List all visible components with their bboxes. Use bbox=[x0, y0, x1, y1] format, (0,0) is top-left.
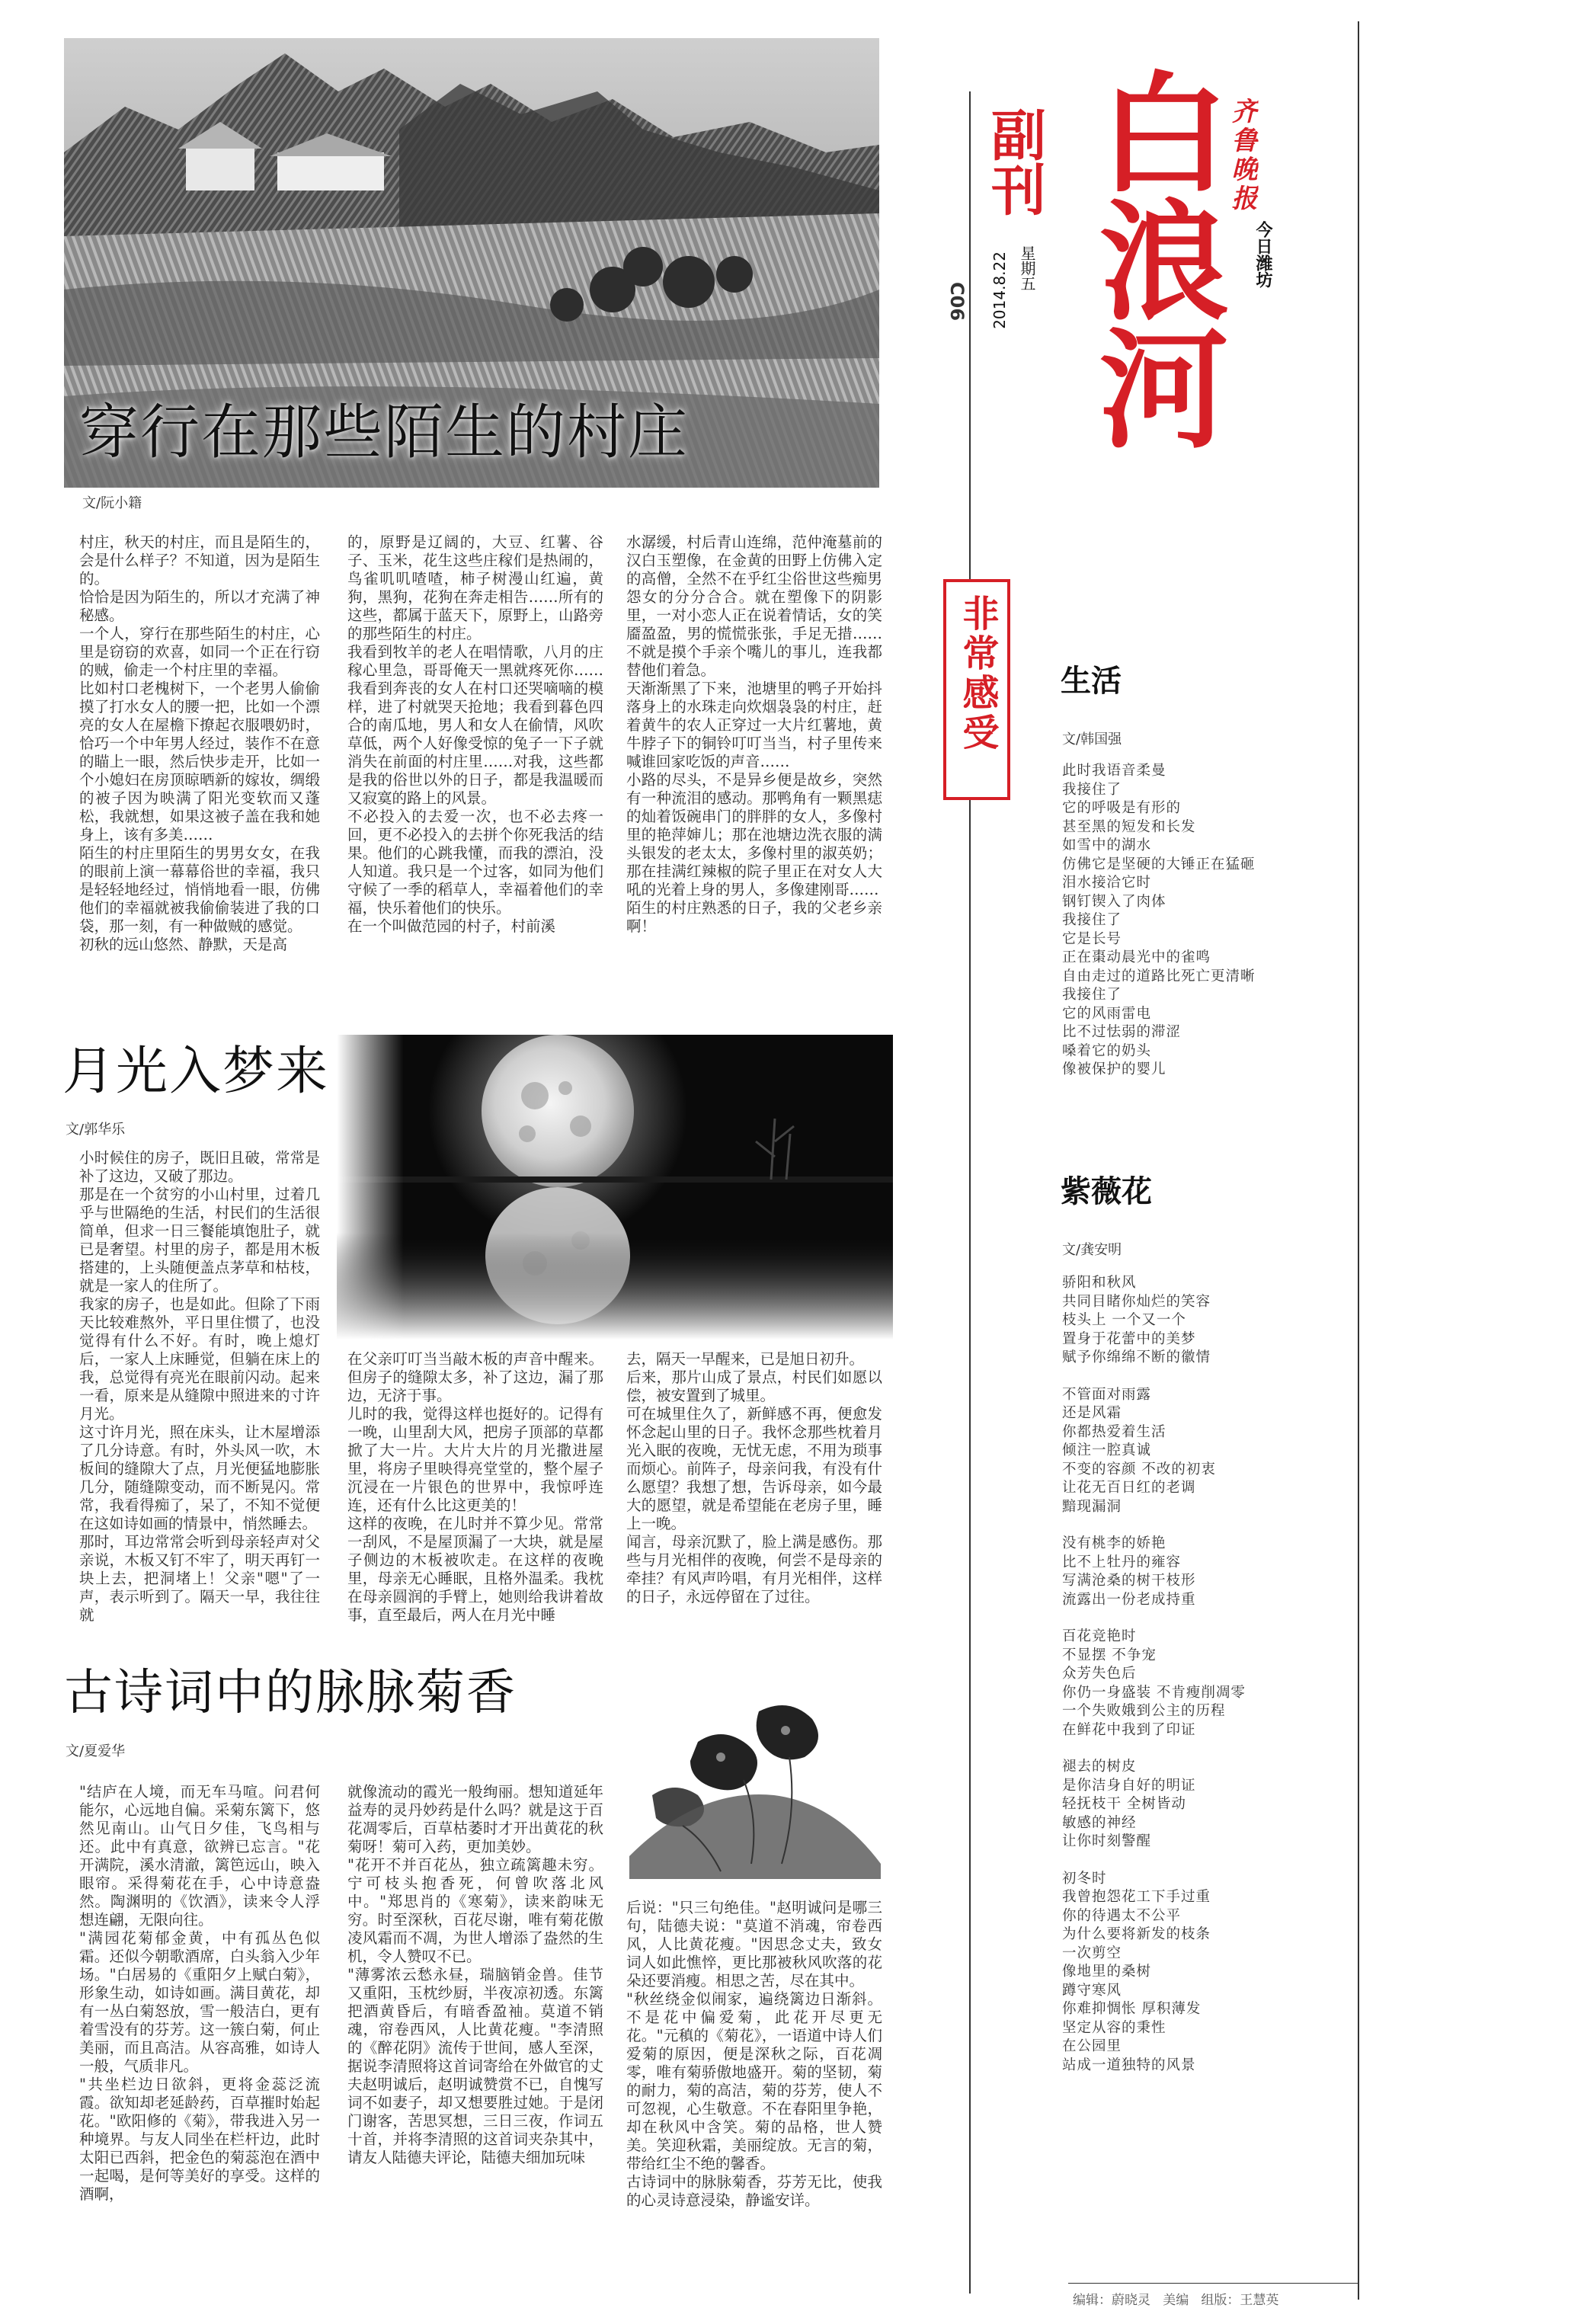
paper-name: 齐鲁晚报 bbox=[1227, 98, 1257, 213]
poem1-byline: 文/韩国强 bbox=[1062, 731, 1122, 747]
poem2-stanza-2: 不管面对雨露 还是风霜 你都热爱着生活 倾注一腔真诚 不变的容颜 不改的初衷 让花无百日红的老调 黯现漏洞 bbox=[1062, 1386, 1216, 1515]
poem1-title: 生活 bbox=[1061, 664, 1122, 699]
masthead-char-1: 白 bbox=[1077, 66, 1229, 194]
masthead-char-3: 河 bbox=[1077, 322, 1229, 450]
masthead-char-2: 浪 bbox=[1077, 194, 1229, 322]
poem2-stanza-5: 褪去的树皮 是你洁身自好的明证 轻抚枝干 全树皆动 敏感的神经 让你时刻警醒 bbox=[1062, 1759, 1196, 1849]
article2-column-1: 小时候住的房子，既旧且破，常常是补了这边，又破了那边。 那是在一个贫穷的小山村里，过着几乎与世隔绝的生活，村民们的生活很简单，但求一日三餐能填饱肚子，就已是奢望。村里的房子，都是用木板搭建的，上头随便盖点茅草和枯枝，就是一家人的住所了。 我家的房子，也是如此。但除了下雨天比较难熬外，平日里住惯了，也没觉得有什么不好。有时，晚上熄灯后，一家人上床睡觉，但躺在床上的我，总觉得有亮光在眼前闪动。起来一看，原来是从缝隙中照进来的寸许月光。 这寸许月光，照在床头，让木屋增添了几分诗意。有时，外头风一吹，木板间的缝隙大了点，月光便猛地膨胀几分，随缝隙变动，而不断晃闪。常常，我看得痴了，呆了，不知不觉便在这如诗如画的情景中，悄然睡去。 那时，耳边常常会听到母亲轻声对父亲说，木板又钉不牢了，明天再钉一块上去，把洞堵上！父亲"嗯"了一声，表示听到了。隔天一早，我往往就 bbox=[79, 1149, 320, 1624]
poem2-title: 紫薇花 bbox=[1061, 1174, 1152, 1209]
article2-byline: 文/郭华乐 bbox=[66, 1122, 126, 1138]
edition-label: 今日潍坊 bbox=[1253, 221, 1272, 288]
article2-image bbox=[337, 1035, 893, 1340]
article3-image bbox=[606, 1681, 896, 1879]
poem2-body bbox=[1062, 1274, 1344, 2075]
masthead-title bbox=[1077, 66, 1229, 450]
article3-byline: 文/夏爱华 bbox=[66, 1743, 126, 1759]
right-border-line bbox=[1358, 21, 1359, 2300]
sidebar-divider bbox=[969, 91, 971, 2294]
column-seal bbox=[943, 579, 1010, 800]
credits-line: 编辑：蔚晓灵 美编 组版：王慧英 bbox=[1073, 2293, 1279, 2308]
poem2-stanza-6: 初冬时 我曾抱怨花工下手过重 你的待遇太不公平 为什么要将新发的枝条 一次剪空 像地里的桑树 蹲守寒风 你难抑惆怅 厚积薄发 坚定从容的秉性 在公园里 站成一道独特的风景 bbox=[1062, 1870, 1211, 2073]
article1-title: 穿行在那些陌生的村庄 bbox=[79, 399, 690, 467]
article3-title: 古诗词中的脉脉菊香 bbox=[64, 1665, 517, 1721]
column-seal-text: 非常感受 bbox=[956, 594, 999, 753]
article2-column-2: 在父亲叮叮当当敲木板的声音中醒来。但房子的缝隙太多，补了这边，漏了那边，无济于事。 儿时的我，觉得这样也挺好的。记得有一晚，山里刮大风，把房子顶部的草都掀了大一片。大片大片的月光撒进屋里，将房子里映得亮堂堂的，整个屋子沉浸在一片银色的世界中，我惊呼连连，还有什么比这更美的！ 这样的夜晚，在儿时并不算少见。常常一刮风，不是屋顶漏了一大块，就是屋子侧边的木板被吹走。在这样的夜晚里，母亲无心睡眠，且格外温柔。我枕在母亲圆润的手臂上，她则给我讲着故事，直至最后，两人在月光中睡 bbox=[347, 1350, 603, 1624]
article3-column-2: 就像流动的霞光一般绚丽。想知道延年益寿的灵丹妙药是什么吗？就是这于百花凋零后，百草枯萎时才开出黄花的秋菊呀！菊可入药，更加美妙。 "花开不并百花丛，独立疏篱趣未穷。宁可枝头抱香死，何曾吹落北风中。"郑思肖的《寒菊》，读来韵味无穷。时至深秋，百花尽谢，唯有菊花傲凌风霜而不凋，为世人增添了盎然的生机，令人赞叹不已。 "薄雾浓云愁永昼，瑞脑销金兽。佳节又重阳，玉枕纱厨，半夜凉初透。东篱把酒黄昏后，有暗香盈袖。莫道不销魂，帘卷西风，人比黄花瘦。"李清照的《醉花阴》流传于世间，感人至深，据说李清照将这首词寄给在外做官的丈夫赵明诚后，赵明诚赞赏不已，自愧写词不如妻子，却又想要胜过她。于是闭门谢客，苦思冥想，三日三夜，作词五十首，并将李清照的这首词夹杂其中，请友人陆德夫评论，陆德夫细加玩味 bbox=[347, 1783, 603, 2166]
date-label: 2014.8.22 bbox=[990, 251, 1009, 329]
poem2-byline: 文/龚安明 bbox=[1062, 1242, 1122, 1258]
poem2-stanza-4: 百花竞艳时 不显摆 不争宠 众芳失色后 你仍一身盛装 不肯瘦削凋零 一个失败娥到公主的历程 在鲜花中我到了印证 bbox=[1062, 1628, 1246, 1738]
section-char-1: 副 bbox=[982, 107, 1047, 162]
article1-column-3: 水潺缓，村后青山连绵，范仲淹墓前的汉白玉塑像，在金黄的田野上仿佛入定的高僧，全然不在乎红尘俗世这些痴男怨女的分分合合。就在塑像下的阴影里，一对小恋人正在说着情话，女的笑靥盈盈，男的慌慌张张，手足无措……不就是摸个手亲个嘴儿的事儿，连我都替他们着急。 天渐渐黑了下来，池塘里的鸭子开始抖落身上的水珠走向炊烟袅袅的村庄，赶着黄牛的农人正穿过一大片红薯地，黄牛脖子下的铜铃叮叮当当，村子里传来喊谁回家吃饭的声音…… 小路的尽头，不是异乡便是故乡，突然有一种流泪的感动。那鸭角有一颗黑痣的灿着饭碗串门的胖胖的女人，多像村里的艳萍婶儿；那在池塘边洗衣服的满头银发的老太太，多像村里的淑英奶；那在挂满红辣椒的院子里正在对女人大吼的光着上身的男人，多像建刚哥…… 陌生的村庄熟悉的日子，我的父老乡亲啊！ bbox=[626, 533, 882, 935]
article1-byline: 文/阮小籍 bbox=[82, 495, 142, 511]
weekday-label: 星期五 bbox=[1018, 245, 1036, 291]
poem2-stanza-3: 没有桃李的娇艳 比不上牡丹的雍容 写满沧桑的树干枝形 流露出一份老成持重 bbox=[1062, 1535, 1196, 1608]
article3-column-3: 后说："只三句绝佳。"赵明诚问是哪三句，陆德夫说："莫道不消魂，帘卷西风，人比黄花瘦。"因思念丈夫，致女词人如此憔悴，更比那被秋风吹落的花朵还要消瘦。相思之苦，尽在其中。 "秋丝绕金似闹家，遍绕篱边日渐斜。不是花中偏爱菊，此花开尽更无花。"元稹的《菊花》，一语道中诗人们爱菊的原因，便是深秋之际，百花凋零，唯有菊骄傲地盛开。菊的坚韧，菊的耐力，菊的高洁，菊的芬芳，使人不可忽视，心生敬意。不在春阳里争艳，却在秋风中含笑。菊的品格，世人赞美。笑迎秋霜，美丽绽放。无言的菊，带给红尘不绝的馨香。 古诗词中的脉脉菊香，芬芳无比，使我的心灵诗意浸染，静谧安详。 bbox=[626, 1899, 882, 2209]
page-number: C06 bbox=[946, 282, 968, 322]
article1-column-2: 的，原野是辽阔的，大豆、红薯、谷子、玉米，花生这些庄稼们是热闹的，鸟雀叽叽喳喳，柿子树漫山红遍，黄狗，黑狗，花狗在奔走相告……所有的这些，都属于蓝天下，原野上，山路旁的那些陌生的村庄。 我看到牧羊的老人在唱情歌，八月的庄稼心里急，哥哥俺天一黑就疼死你……我看到奔丧的女人在村口还哭嘀嘀的模样，进了村就哭天抢地；我看到暮色四合的南瓜地，男人和女人在偷情，风吹草低，两个人好像受惊的兔子一下子就消失在前面的村庄里……对我，这些都是我的俗世以外的日子，都是我温暖而又寂寞的路上的风景。 不必投入的去爱一次，也不必去疼一回，更不必投入的去拼个你死我活的结果。他们的心跳我懂，而我的漂泊，没人知道。我只是一个过客，如同为他们守候了一季的稻草人，幸福着他们的幸福，快乐着他们的快乐。 在一个叫做范园的村子，村前溪 bbox=[347, 533, 603, 935]
article2-title: 月光入梦来 bbox=[62, 1042, 330, 1102]
article3-column-1: "结庐在人境，而无车马喧。问君何能尔，心远地自偏。采菊东篱下，悠然见南山。山气日夕佳，飞鸟相与还。此中有真意，欲辨已忘言。"花开满院，溪水清澈，篱笆远山，映入眼帘。采得菊花在手，心中诗意盎然。陶渊明的《饮酒》，读来令人浮想连翩，无限向往。 "满园花菊郁金黄，中有孤丛色似霜。还似今朝歌酒席，白头翁入少年场。"白居易的《重阳夕上赋白菊》，形象生动，如诗如画。满目黄花，却有一丛白菊怒放，雪一般洁白，更有着雪没有的芬芳。这一簇白菊，何止美丽，而且高洁。从容高雅，如诗人一般，气质非凡。 "共坐栏边日欲斜，更将金蕊泛流霞。欲知却老延龄药，百草摧时始起花。"欧阳修的《菊》，带我进入另一种境界。与友人同坐在栏杆边，此时太阳已西斜，把金色的菊蕊泡在酒中一起喝，是何等美好的享受。这样的酒啊， bbox=[79, 1783, 320, 2203]
poem1-text: 此时我语音柔曼 我接住了 它的呼吸是有形的 甚至黑的短发和长发 如雪中的湖水 仿佛它是坚硬的大锤正在猛砸 泪水接洽它时 钢钉锲入了肉体 我接住了 它是长号 正在棗动晨光中的雀鸣 自由走过的道路比死亡更清晰 我接住了 它的风雨雷电 比不过怯弱的滞涩 嗓着它的奶头 像被保护的婴儿 bbox=[1062, 763, 1256, 1077]
section-name bbox=[980, 107, 1048, 216]
poem2-stanza-1: 骄阳和秋风 共同目睹你灿烂的笑容 枝头上 一个又一个 置身于花蕾中的美梦 赋予你绵绵不断的徽情 bbox=[1062, 1275, 1211, 1365]
section-char-2: 刊 bbox=[982, 162, 1047, 216]
article1-column-1: 村庄，秋天的村庄，而且是陌生的，会是什么样子？不知道，因为是陌生的。 恰恰是因为陌生的，所以才充满了神秘感。 一个人，穿行在那些陌生的村庄，心里是窃窃的欢喜，如同一个正在行窃的贼，偷走一个村庄里的幸福。 比如村口老槐树下，一个老男人偷偷摸了打水女人的腰一把，比如一个漂亮的女人在屋檐下撩起衣服喂奶时，恰巧一个中年男人经过，装作不在意的瞄上一眼，然后快步走开，比如一个小媳妇在房顶晾晒新的嫁妆，绸缎的被子因为映满了阳光变软而又蓬松，我就想，如果这被子盖在我和她身上，该有多美…… 陌生的村庄里陌生的男男女女，在我的眼前上演一幕幕俗世的幸福，我只是轻轻地经过，悄悄地看一眼，仿佛他们的幸福就被我偷偷装进了我的口袋，那一刻，有一种做贼的感觉。 初秋的远山悠然、静默，天是高 bbox=[79, 533, 320, 953]
bottom-rule bbox=[1068, 2283, 1358, 2284]
article1-image bbox=[64, 38, 879, 488]
chrysanthemum-ink-image bbox=[606, 1681, 896, 1879]
moon-reflection-image bbox=[337, 1035, 893, 1340]
article2-column-3: 去，隔天一早醒来，已是旭日初升。 后来，那片山成了景点，村民们如愿以偿，被安置到了城里。 可在城里住久了，新鲜感不再，便愈发怀念起山里的日子。我怀念那些枕着月光入眠的夜晚，无忧无虑，不用为琐事而烦心。前阵子，母亲问我，有没有什么愿望？我想了想，告诉母亲，如今最大的愿望，就是希望能在老房子里，睡上一晚。 闻言，母亲沉默了，脸上满是感伤。那些与月光相伴的夜晚，何尝不是母亲的牵挂？有风声吟唱，有月光相伴，这样的日子，永远停留在了过往。 bbox=[626, 1350, 882, 1605]
